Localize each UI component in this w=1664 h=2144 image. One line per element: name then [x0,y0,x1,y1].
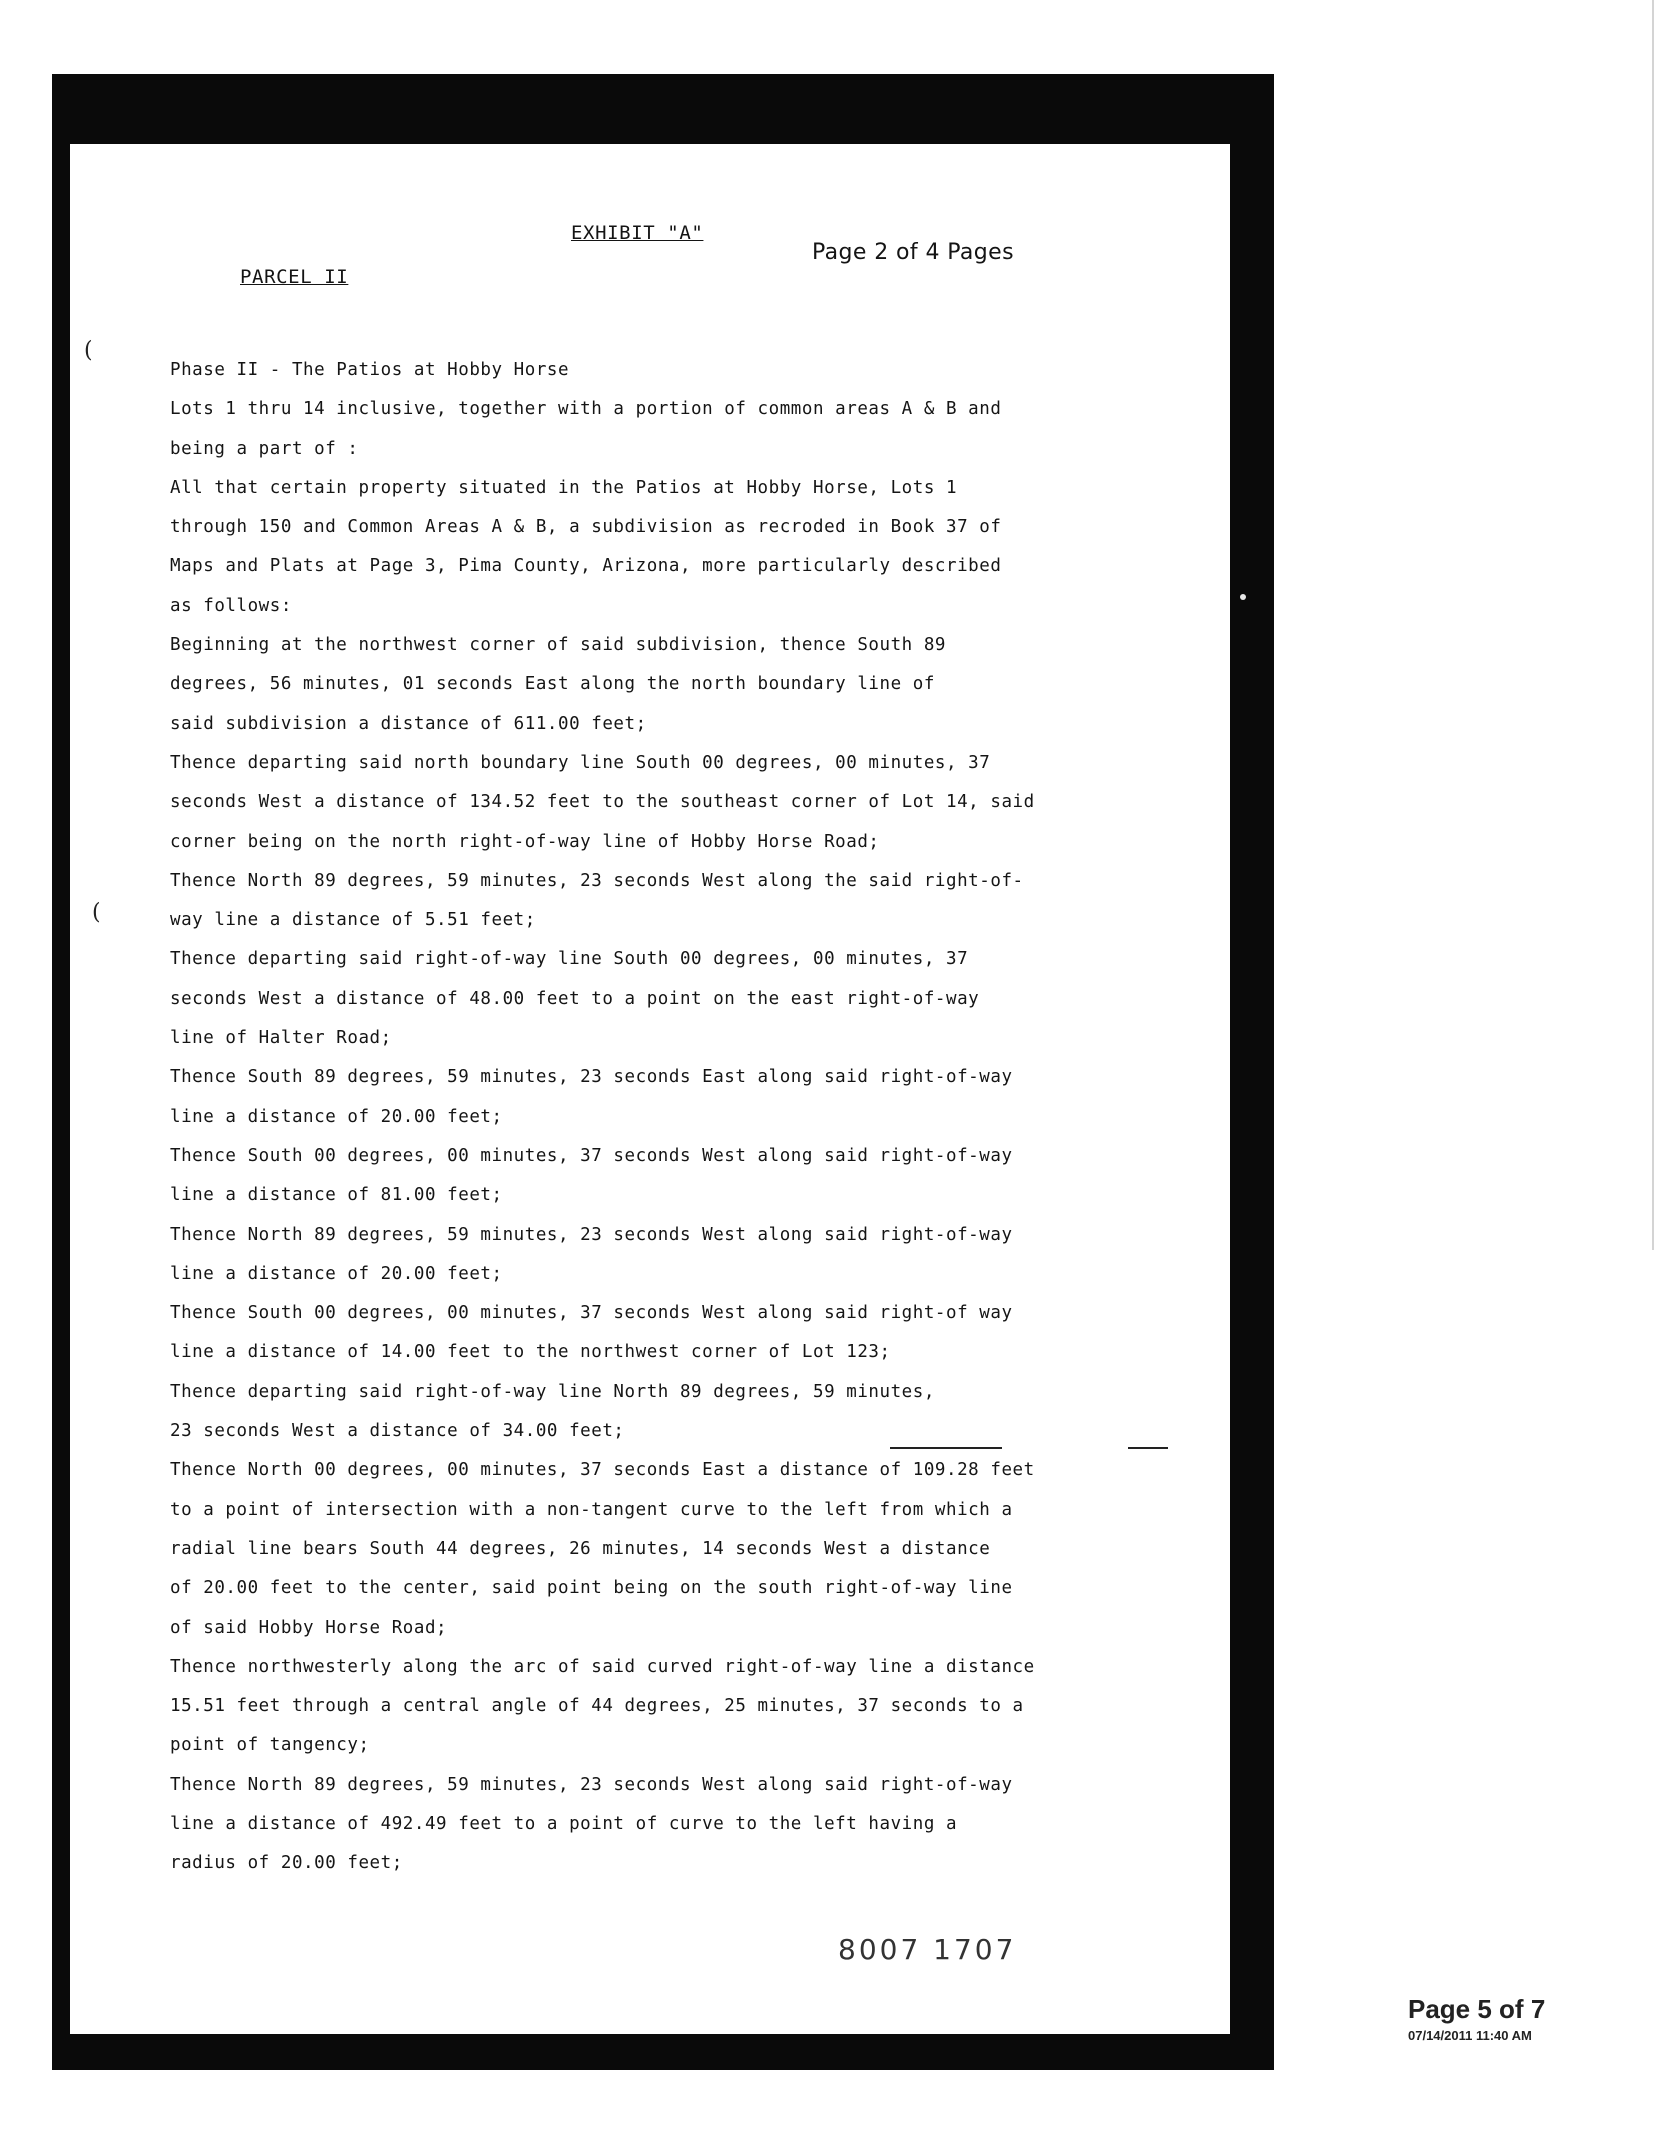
text-line: Thence northwesterly along the arc of said curved right-of-way line a distance [170,1656,1035,1677]
text-line: line a distance of 81.00 feet; [170,1185,503,1206]
text-line: Beginning at the northwest corner of said subdivision, thence South 89 [170,635,947,656]
text-line: Thence South 89 degrees, 59 minutes, 23 seconds East along said right-of-way [170,1067,1013,1088]
text-line: Thence North 00 degrees, 00 minutes, 37 seconds East a distance of 109.28 feet [170,1460,1035,1481]
text-line: of said Hobby Horse Road; [170,1617,448,1638]
text-line: radial line bears South 44 degrees, 26 minutes, 14 seconds West a distance [170,1538,991,1559]
text-line: Thence South 00 degrees, 00 minutes, 37 seconds West along said right-of way [170,1303,1013,1324]
text-line: line a distance of 20.00 feet; [170,1106,503,1127]
text-line: point of tangency; [170,1735,370,1756]
separator-line [890,1447,1002,1449]
parcel-label: PARCEL II [240,266,349,288]
text-line: Thence South 00 degrees, 00 minutes, 37 seconds West along said right-of-way [170,1145,1013,1166]
text-line: Phase II - The Patios at Hobby Horse [170,360,570,380]
text-line: Thence departing said right-of-way line South 00 degrees, 00 minutes, 37 [170,949,969,970]
legal-description [170,360,1050,1893]
text-line: through 150 and Common Areas A & B, a subdivision as recroded in Book 37 of [170,517,1002,538]
text-line: Thence North 89 degrees, 59 minutes, 23 seconds West along said right-of-way [170,1774,1013,1795]
separator-line [1128,1447,1168,1449]
text-line: being a part of : [170,438,359,459]
text-line: line a distance of 492.49 feet to a point of curve to the left having a [170,1813,958,1834]
margin-mark: ( [84,338,93,363]
scan-speck [1240,594,1246,600]
text-line: radius of 20.00 feet; [170,1853,403,1874]
text-line: 23 seconds West a distance of 34.00 feet; [170,1421,625,1442]
text-line: as follows: [170,595,292,616]
margin-mark: ( [92,900,101,925]
text-line: Thence departing said right-of-way line North 89 degrees, 59 minutes, [170,1381,935,1402]
exhibit-heading: EXHIBIT "A" [571,222,704,244]
text-line: way line a distance of 5.51 feet; [170,910,536,931]
text-line: 15.51 feet through a central angle of 44 degrees, 25 minutes, 37 seconds to a [170,1696,1024,1717]
text-line: Lots 1 thru 14 inclusive, together with a portion of common areas A & B and [170,399,1002,420]
text-line: All that certain property situated in the Patios at Hobby Horse, Lots 1 [170,477,958,498]
text-line: Thence North 89 degrees, 59 minutes, 23 seconds West along said right-of-way [170,1224,1013,1245]
text-line: corner being on the north right-of-way line of Hobby Horse Road; [170,831,880,852]
text-line: Thence departing said north boundary line South 00 degrees, 00 minutes, 37 [170,752,991,773]
text-line: seconds West a distance of 48.00 feet to a point on the east right-of-way [170,988,980,1009]
text-line: degrees, 56 minutes, 01 seconds East along the north boundary line of [170,674,935,695]
footer-page-number: Page 5 of 7 [1408,1994,1546,2024]
text-line: line of Halter Road; [170,1028,392,1049]
text-line: seconds West a distance of 134.52 feet to the southeast corner of Lot 14, said [170,792,1035,813]
footer-timestamp: 07/14/2011 11:40 AM [1408,2028,1532,2043]
recording-number: 8007 1707 [838,1933,1017,1966]
text-line: Thence North 89 degrees, 59 minutes, 23 seconds West along the said right-of- [170,870,1024,891]
page-edge-rule [1652,0,1654,1250]
text-line: said subdivision a distance of 611.00 feet; [170,713,647,734]
text-line: line a distance of 14.00 feet to the northwest corner of Lot 123; [170,1342,891,1363]
text-line: Maps and Plats at Page 3, Pima County, Arizona, more particularly described [170,556,1002,577]
page-indicator: Page 2 of 4 Pages [812,240,1014,265]
text-line: line a distance of 20.00 feet; [170,1263,503,1284]
text-line: to a point of intersection with a non-tangent curve to the left from which a [170,1499,1013,1520]
text-line: of 20.00 feet to the center, said point being on the south right-of-way line [170,1578,1013,1599]
